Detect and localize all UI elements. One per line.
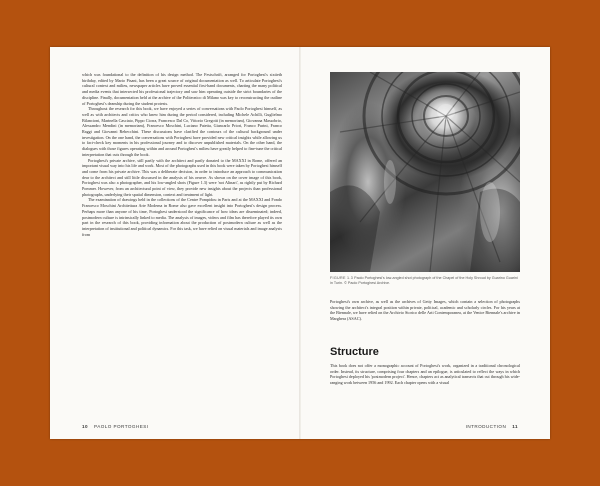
paragraph: Portoghesi's own archive, as well as the archives of Getty Images, which contain a selection of photographs showing the architect's integral position within private, political, academic and scholarly circles. For his years at the Biennale, we have relied on the Archivio Storico delle Arti Contemporanea, at the Venice Biennale's archive in Marghera (ASAC).: [330, 299, 520, 322]
right-body-text-1: [330, 299, 520, 322]
caption-label: FIGURE 1.3: [330, 276, 354, 280]
paragraph: The examination of drawings held in the collections of the Centre Pompidou in Paris and at the MAXXI and Fondo Francesco Moschini Architettura Arte Moderna in Rome also gave excellent insight into Portoghesi's design process. Perhaps more than anyone of his time, Portoghesi understood the significance of how ideas are disseminated; indeed, postmodern culture is intrinsically linked to media. The analysis of images, videos and film has therefore played its own part in the research of this book, providing information about the production of postmodern culture as well as the interpretation of institutional and political dynamics. For this task, we have relied on visual materials and image analysis from: [82, 197, 282, 237]
figure-caption: [330, 276, 520, 286]
paragraph: Portoghesi's private archive, still partly with the architect and partly donated to the MAXXI in Rome, offered an important visual way into his life and work. Most of the photographs used in this book were taken by Portoghesi himself and come from his private archive. This was a deliberate decision, in order to introduce an approach to communication dear to the architect and still little discussed in the analysis of his oeuvre. As shown on the cover image of this book, Portoghesi was also a photographer, and his low-angled shots (Figure 1.3) were 'not Alinari', as rightly put by Richard Pommer. However, from an architectural point of view, they provide new insights about the projects than professional photographs, underlying their spatial dimension, context and treatment of light.: [82, 157, 282, 197]
paragraph: which was foundational to the definition of his design method. The Festschrift, arranged for Portoghesi's sixtieth birthday, edited by Mario Pisani, has been a great source of original documentation as well. To articulate Portoghesi's cultural context and milieu, newspaper articles have proved essential first-hand documents, charting the many political and media events that intersected his professional trajectory and saw him operating outside the strict boundaries of the discipline. Finally, documentation held at the archive of the Politecnico di Milano was key to reconstructing the outline of Portoghesi's deanship during the student protests.: [82, 72, 282, 106]
dome-illustration: [330, 72, 520, 272]
right-page: [300, 47, 550, 439]
running-head: PAOLO PORTOGHESI: [94, 424, 149, 429]
left-folio: [82, 424, 148, 429]
right-body-text-2: [330, 363, 520, 386]
caption-text: Paolo Portoghesi's low-angled shot photograph of the Chapel of the Holy Shroud by Guarino Guarini in Turin. © Paolo Portoghesi Archive.: [330, 276, 518, 285]
page-number: 10: [82, 424, 89, 429]
left-body-text: [82, 72, 282, 237]
left-page: [50, 47, 300, 439]
section-heading: Structure: [330, 346, 379, 358]
chapel-dome-photo: [330, 72, 520, 272]
paragraph: This book does not offer a monographic account of Portoghesi's work, organized in a traditional chronological order. Instead, its structure, comprising four chapters and an epilogue, is articulated to reflect the ways in which Portoghesi deployed his 'postmodern project'. Hence, chapters act as analytical transects that cut through his wide-ranging work between 1956 and 1992. Each chapter opens with a visual: [330, 363, 520, 386]
page-number: 11: [512, 424, 518, 429]
paragraph: Throughout the research for this book, we have enjoyed a series of conversations with Paolo Portoghesi himself, as well as with architects and critics who knew him during the period considered, including Michele Achilli, Guglielmo Bilancioni, Marinella Casciato, Pippo Ciorra, Francesco Dal Co, Vittorio Gregotti (in memoriam), Giovanna Massobrio, Alessandro Mendini (in memoriam), Francesco Moschini, Luciano Patetta, Giancarlo Priori, Franco Purini, Franco Raggi and Giovanni Rebecchini. These discussions have clarified the contours of the cultural background under investigation. On the one hand, the conversations with Portoghesi have provided new critical insights while allowing us to fact-check key moments in his professional journey and to discover unpublished materials. On the other hand, the dialogues with those figures operating within and around Portoghesi's milieu have greatly helped to fine-tune the critical interpretation that cuts through the book.: [82, 106, 282, 157]
right-folio: [466, 424, 518, 429]
book-spread: [50, 47, 550, 439]
running-head: INTRODUCTION: [465, 424, 507, 429]
